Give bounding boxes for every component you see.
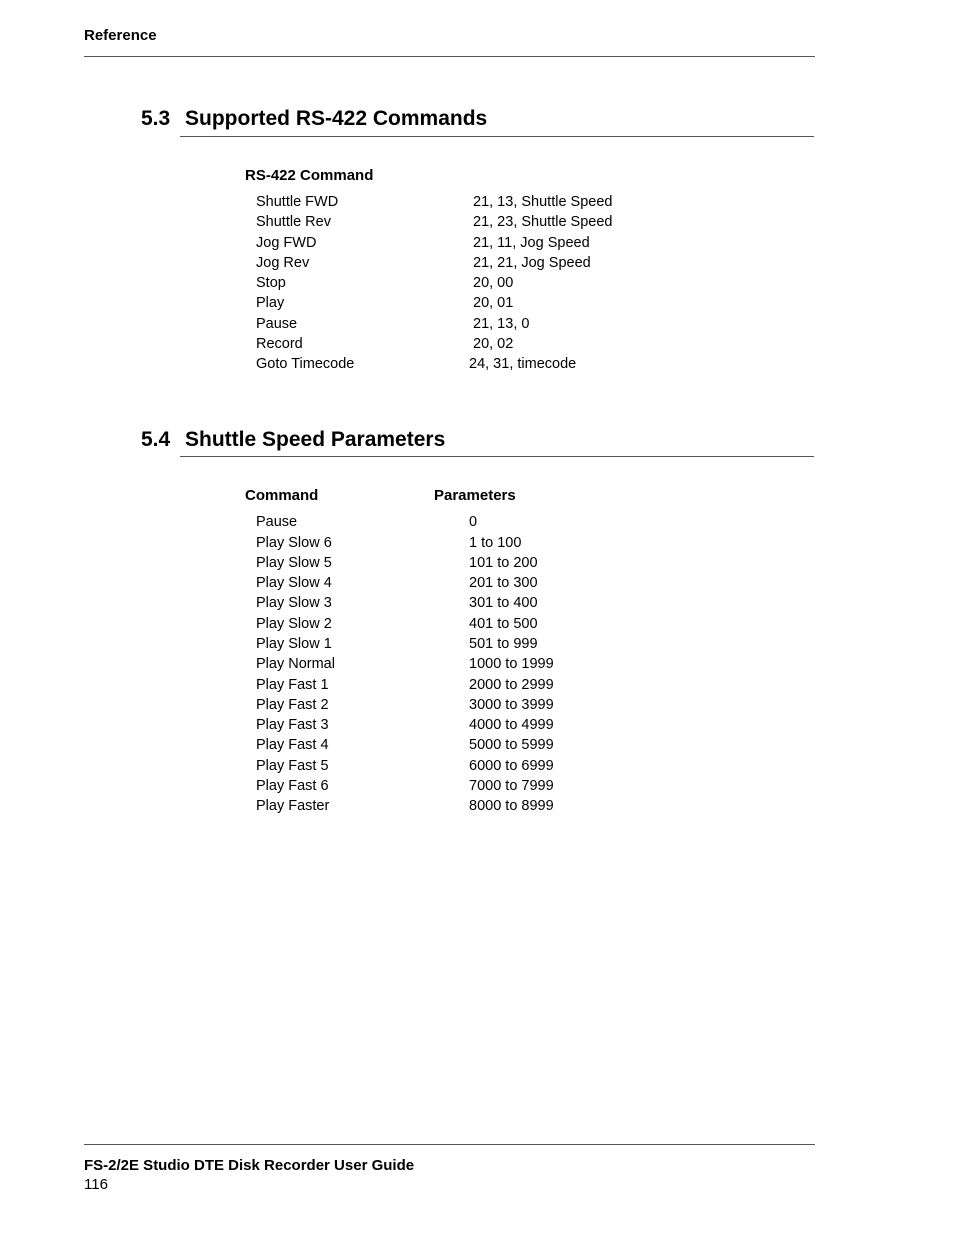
command-code: 21, 21, Jog Speed	[473, 255, 591, 271]
command-name: Play Fast 5	[256, 758, 329, 774]
command-code: 21, 23, Shuttle Speed	[473, 214, 613, 230]
command-name: Play Faster	[256, 798, 330, 814]
section-5-3-heading	[141, 106, 487, 132]
command-code: 20, 00	[473, 275, 514, 291]
command-name: Play Fast 3	[256, 717, 329, 733]
parameter-range: 1000 to 1999	[469, 656, 554, 672]
command-name: Play Slow 4	[256, 575, 332, 591]
command-name: Play Slow 3	[256, 595, 332, 611]
parameter-range: 4000 to 4999	[469, 717, 554, 733]
parameter-range: 101 to 200	[469, 555, 538, 571]
running-header-label: Reference	[84, 27, 157, 44]
command-name: Play Fast 4	[256, 737, 329, 753]
command-name: Play Fast 6	[256, 778, 329, 794]
parameter-range: 2000 to 2999	[469, 677, 554, 693]
command-name: Play Slow 5	[256, 555, 332, 571]
command-name: Shuttle Rev	[256, 214, 331, 230]
command-name: Play Fast 2	[256, 697, 329, 713]
section-5-4-number: 5.4	[141, 428, 171, 451]
command-code: 24, 31, timecode	[469, 356, 577, 372]
parameter-range: 1 to 100	[469, 535, 522, 551]
parameter-range: 8000 to 8999	[469, 798, 554, 814]
command-code: 20, 01	[473, 295, 514, 311]
command-code: 21, 13, 0	[473, 316, 530, 332]
command-name: Play Fast 1	[256, 677, 329, 693]
footer-page-number: 116	[84, 1176, 108, 1193]
command-name: Play Slow 2	[256, 616, 332, 632]
header-rule	[84, 56, 815, 57]
parameter-range: 401 to 500	[469, 616, 538, 632]
parameter-range: 3000 to 3999	[469, 697, 554, 713]
section-5-3-title: Supported RS-422 Commands	[185, 107, 488, 130]
command-name: Play Slow 1	[256, 636, 332, 652]
parameter-range: 7000 to 7999	[469, 778, 554, 794]
command-column-header: Command	[245, 487, 319, 504]
parameter-range: 5000 to 5999	[469, 737, 554, 753]
command-name: Play	[256, 295, 285, 311]
section-5-3-number: 5.3	[141, 107, 171, 130]
command-name: Record	[256, 336, 303, 352]
command-name: Play Normal	[256, 656, 335, 672]
parameter-range: 501 to 999	[469, 636, 538, 652]
command-name: Stop	[256, 275, 286, 291]
command-name: Pause	[256, 514, 298, 530]
section-5-4-heading	[141, 427, 445, 453]
command-name: Jog FWD	[256, 235, 317, 251]
parameter-range: 201 to 300	[469, 575, 538, 591]
command-name: Pause	[256, 316, 298, 332]
parameters-column-header: Parameters	[434, 487, 516, 504]
footer-document-title: FS-2/2E Studio DTE Disk Recorder User Guide	[84, 1157, 415, 1174]
parameter-range: 0	[469, 514, 478, 530]
section-5-4-rule	[180, 456, 814, 457]
command-code: 20, 02	[473, 336, 514, 352]
command-name: Play Slow 6	[256, 535, 332, 551]
parameter-range: 301 to 400	[469, 595, 538, 611]
section-5-3-rule	[180, 136, 814, 137]
command-name: Shuttle FWD	[256, 194, 339, 210]
parameter-range: 6000 to 6999	[469, 758, 554, 774]
command-code: 21, 11, Jog Speed	[473, 235, 590, 251]
command-name: Goto Timecode	[256, 356, 355, 372]
section-5-4-title: Shuttle Speed Parameters	[185, 428, 446, 451]
command-name: Jog Rev	[256, 255, 310, 271]
command-code: 21, 13, Shuttle Speed	[473, 194, 613, 210]
footer-rule	[84, 1144, 815, 1145]
rs422-command-column-header: RS-422 Command	[245, 167, 374, 184]
